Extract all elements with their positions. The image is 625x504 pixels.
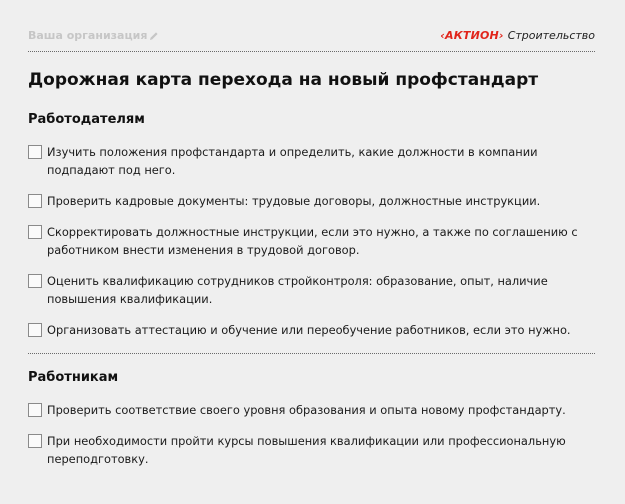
section-employers xyxy=(28,111,595,339)
checklist-item-text: Изучить положения профстандарта и определить, какие должности в компании подпадают под него. xyxy=(47,145,538,177)
page-title: Дорожная карта перехода на новый профстандарт xyxy=(28,70,539,90)
checklist-item xyxy=(28,223,595,259)
brand-logo: ‹АКТИОН› xyxy=(440,29,504,42)
checklist xyxy=(28,401,595,468)
checklist-item-text: Оценить квалификацию сотрудников стройконтроля: образование, опыт, наличие повышения квалификации. xyxy=(47,274,548,306)
checkbox[interactable] xyxy=(28,145,42,159)
organization-placeholder[interactable]: Ваша организация xyxy=(28,29,148,42)
checklist-item xyxy=(28,192,595,210)
checkbox[interactable] xyxy=(28,194,42,208)
checklist-item xyxy=(28,401,595,419)
checkbox[interactable] xyxy=(28,434,42,448)
brand-logo-block xyxy=(440,29,595,42)
checklist xyxy=(28,143,595,339)
checklist-item xyxy=(28,143,595,179)
checklist-item-text: Скорректировать должностные инструкции, если это нужно, а также по соглашению с работником внести изменения в трудовой договор. xyxy=(47,225,578,257)
checkbox[interactable] xyxy=(28,225,42,239)
checkbox[interactable] xyxy=(28,274,42,288)
checklist-item xyxy=(28,272,595,308)
section-divider xyxy=(28,353,595,354)
organization-field[interactable] xyxy=(28,29,159,42)
checkbox[interactable] xyxy=(28,403,42,417)
checklist-item xyxy=(28,432,595,468)
pencil-icon[interactable] xyxy=(149,31,159,41)
checklist-item-text: Проверить кадровые документы: трудовые договоры, должностные инструкции. xyxy=(47,194,541,208)
checklist-item-text: Проверить соответствие своего уровня образования и опыта новому профстандарту. xyxy=(47,403,566,417)
section-heading: Работодателям xyxy=(28,112,145,127)
section-heading: Работникам xyxy=(28,370,119,385)
section-employees xyxy=(28,369,595,468)
checklist-item-text: Организовать аттестацию и обучение или переобучение работников, если это нужно. xyxy=(47,323,571,337)
checklist-item xyxy=(28,321,595,339)
checklist-item-text: При необходимости пройти курсы повышения квалификации или профессиональную переподготовку. xyxy=(47,434,566,466)
brand-name: Строительство xyxy=(507,29,595,42)
checkbox[interactable] xyxy=(28,323,42,337)
header-bar xyxy=(28,0,595,52)
